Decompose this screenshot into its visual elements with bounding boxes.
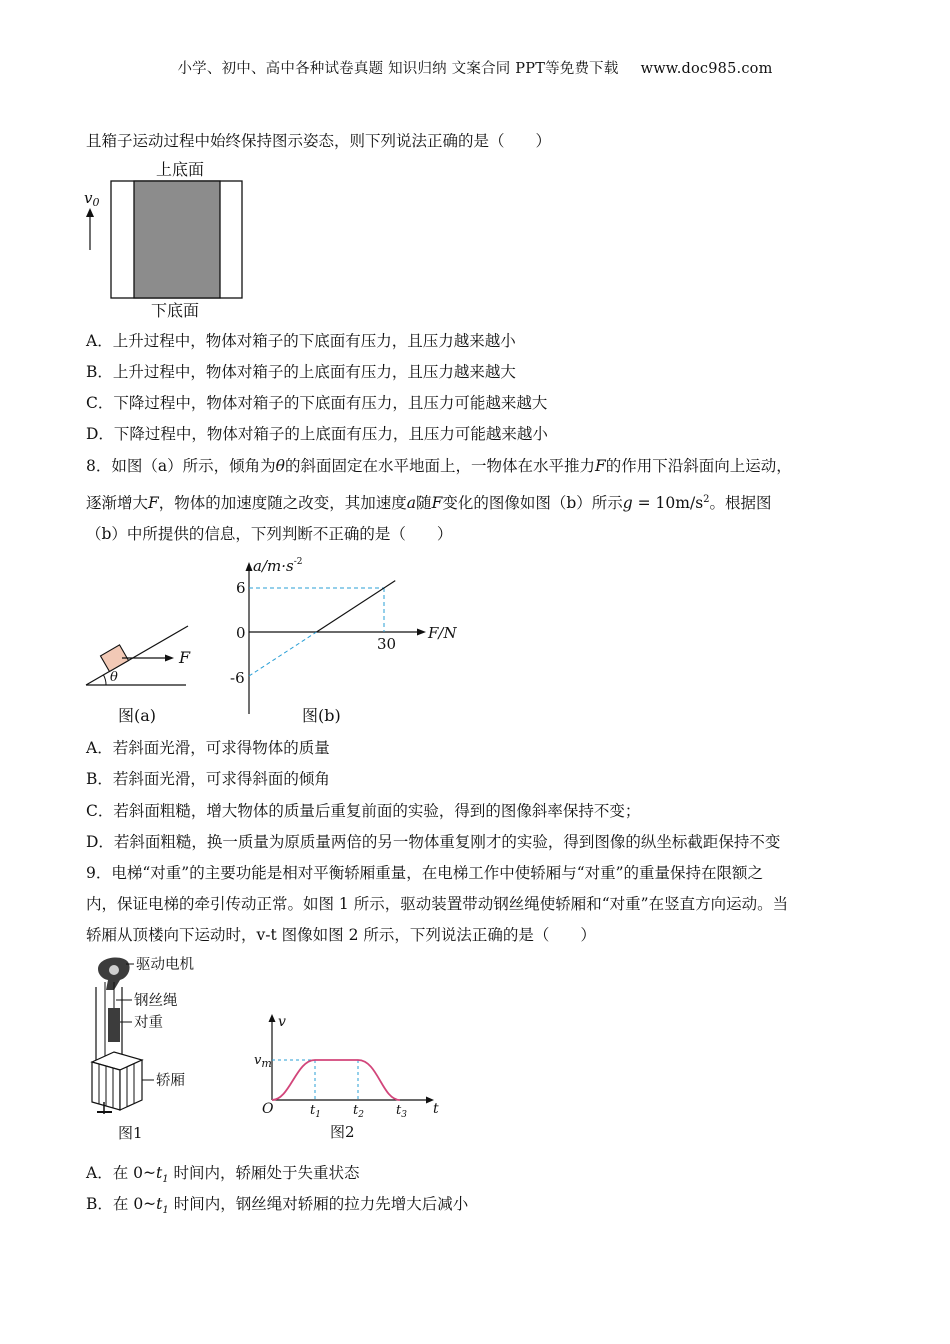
box-bottom-label: 下底面: [150, 301, 200, 320]
label-motor: 驱动电机: [136, 957, 194, 973]
y-tick-bottom: -6: [230, 669, 245, 687]
origin-label: O: [262, 1101, 274, 1117]
q9-figure-1: [84, 952, 224, 1147]
q8-option-b[interactable]: B．若斜面光滑，可求得斜面的倾角: [86, 770, 330, 788]
q8-stem-line3: （b）中所提供的信息，下列判断不正确的是（ ）: [86, 525, 453, 543]
y-axis-label: $a/m\cdot s^{-2}$: [253, 557, 303, 575]
q8-option-c[interactable]: C．若斜面粗糙，增大物体的质量后重复前面的实验，得到的图像斜率保持不变；: [86, 802, 641, 820]
q8-stem-line1: 8．如图（a）所示，倾角为θ的斜面固定在水平地面上，一物体在水平推力F的作用下沿斜面向上运动，: [86, 457, 792, 475]
label-rope: 钢丝绳: [134, 993, 178, 1009]
q7-option-a[interactable]: A．上升过程中，物体对箱子的下底面有压力，且压力越来越小: [86, 332, 516, 350]
page-header: [0, 57, 950, 78]
x-tick-30: 30: [377, 635, 397, 653]
q9-figure-2: [250, 1010, 460, 1145]
angle-arc: [104, 675, 107, 685]
header-url[interactable]: www.doc985.com: [640, 61, 773, 77]
q9-stem-line2: 内，保证电梯的牵引传动正常。如图 1 所示，驱动装置带动钢丝绳使轿厢和“对重”在竖直方向运动。当: [86, 895, 789, 913]
q7-box-figure: [80, 155, 260, 325]
figure-1-caption: 图1: [118, 1124, 143, 1142]
t2-label: $t_2$: [353, 1103, 364, 1120]
v0-arrowhead: [86, 208, 94, 217]
motor-pulley: [109, 965, 119, 975]
force-arrowhead: [165, 655, 174, 662]
t3-label: $t_3$: [396, 1103, 407, 1120]
figure-b-caption: 图(b): [302, 706, 341, 725]
x-axis-arrowhead: [417, 629, 426, 636]
q9-stem-line3: 轿厢从顶楼向下运动时，v-t 图像如图 2 所示，下列说法正确的是（ ）: [86, 926, 596, 944]
series-line-dashed-part: [249, 632, 317, 676]
v0-label: $v_0$: [84, 189, 100, 209]
q9-stem-line1: 9．电梯“对重”的主要功能是相对平衡轿厢重量，在电梯工作中使轿厢与“对重”的重量保持在限额之: [86, 864, 764, 882]
q7-option-b[interactable]: B．上升过程中，物体对箱子的上底面有压力，且压力越来越大: [86, 363, 516, 381]
angle-label: θ: [110, 670, 118, 685]
box-top-label: 上底面: [155, 160, 205, 179]
q9-option-b[interactable]: B．在 $0\sim t_1$ 时间内，钢丝绳对轿厢的拉力先增大后减小: [86, 1195, 469, 1217]
v-axis-arrowhead: [269, 1014, 276, 1022]
q9-option-a[interactable]: A．在 $0\sim t_1$ 时间内，轿厢处于失重状态: [86, 1164, 360, 1186]
force-label: F: [179, 648, 191, 667]
x-axis-label: F/N: [428, 624, 457, 642]
t-axis-label: t: [433, 1101, 439, 1117]
label-counterweight: 对重: [134, 1015, 163, 1031]
tick-zero: 0: [236, 624, 246, 642]
vm-label: $v_m$: [254, 1053, 272, 1070]
v-axis-label: v: [278, 1014, 286, 1030]
q8-option-a[interactable]: A．若斜面光滑，可求得物体的质量: [86, 739, 330, 757]
counterweight: [108, 1008, 120, 1042]
q7-option-c[interactable]: C．下降过程中，物体对箱子的下底面有压力，且压力可能越来越大: [86, 394, 548, 412]
figure-2-caption: 图2: [330, 1123, 355, 1141]
q8-figure-a: [82, 615, 212, 730]
figure-a-caption: 图(a): [118, 706, 157, 725]
q8-figure-b-chart: [222, 552, 472, 730]
header-text: 小学、初中、高中各种试卷真题 知识归纳 文案合同 PPT等免费下载: [177, 61, 619, 77]
t1-label: $t_1$: [310, 1103, 321, 1120]
y-tick-top: 6: [236, 579, 246, 597]
label-car: 轿厢: [156, 1073, 185, 1089]
box-object: [134, 181, 220, 298]
q7-stem: 且箱子运动过程中始终保持图示姿态，则下列说法正确的是（ ）: [86, 132, 552, 150]
vt-curve: [272, 1060, 400, 1100]
y-axis-arrowhead: [246, 562, 253, 571]
q8-stem-line2: 逐渐增大F，物体的加速度随之改变，其加速度a随F变化的图像如图（b）所示$g = 10m/s^2$。根据图: [86, 494, 772, 513]
q8-option-d[interactable]: D．若斜面粗糙，换一质量为原质量两倍的另一物体重复刚才的实验，得到图像的纵坐标截距保持不变: [86, 833, 781, 851]
q7-option-d[interactable]: D．下降过程中，物体对箱子的上底面有压力，且压力可能越来越小: [86, 425, 548, 443]
